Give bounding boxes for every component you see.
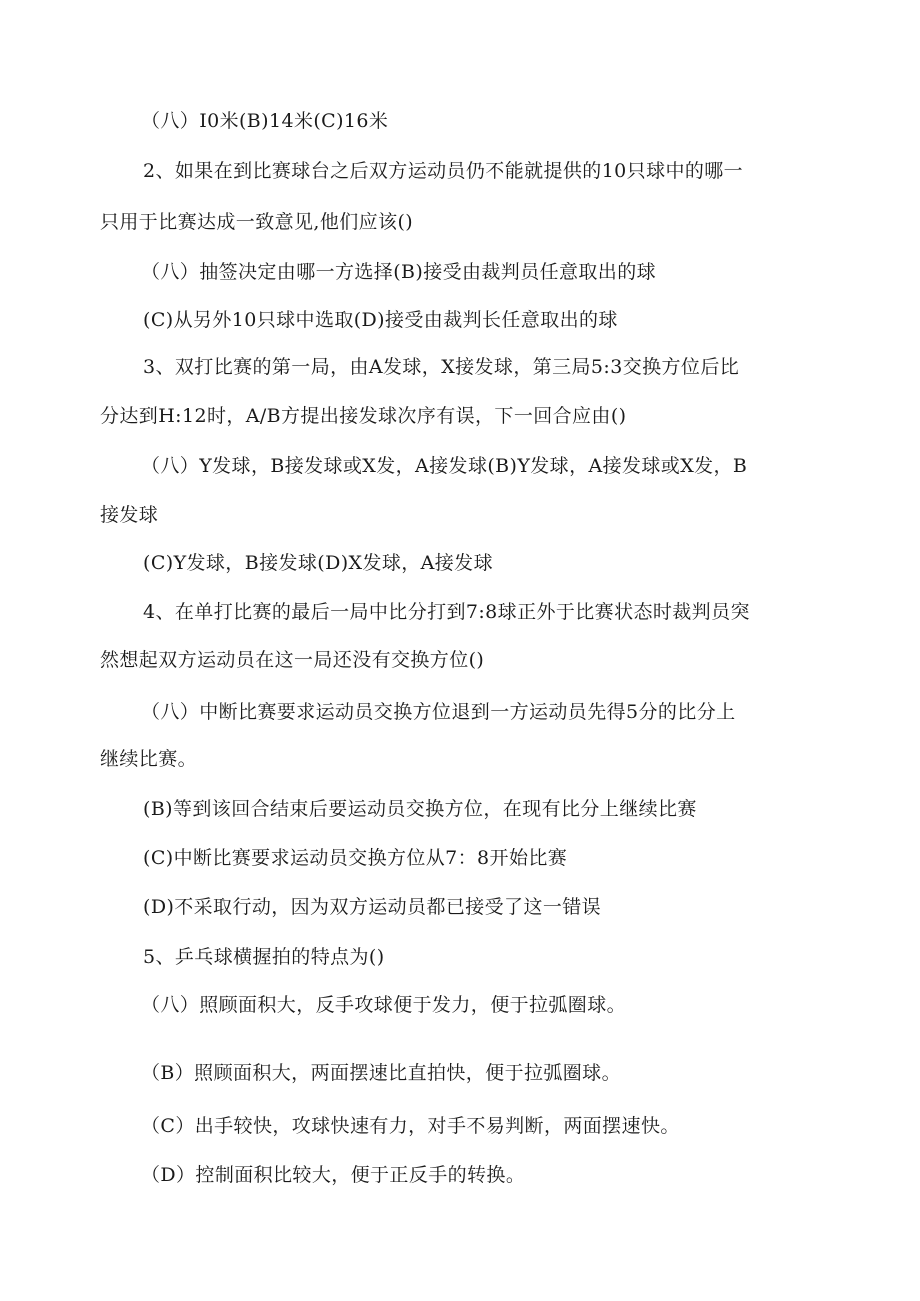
- q4-option-a-cont: 继续比赛。: [100, 748, 198, 770]
- q3-stem-line-1: 3、双打比赛的第一局，由A发球，X接发球，第三局5:3交换方位后比: [143, 356, 740, 378]
- q2-options-a-b: （八）抽签决定由哪一方选择(B)接受由裁判员任意取出的球: [141, 261, 656, 283]
- q5-option-a: （八）照顾面积大，反手攻球便于发力，便于拉弧圈球。: [141, 994, 627, 1016]
- q2-stem-line-1: 2、如果在到比赛球台之后双方运动员仍不能就提供的10只球中的哪一: [143, 160, 744, 182]
- q2-options-c-d: (C)从另外10只球中选取(D)接受由裁判长任意取出的球: [143, 309, 618, 331]
- q5-stem: 5、乒乓球横握拍的特点为(): [143, 946, 385, 968]
- q1-options: （八）I0米(B)14米(C)16米: [141, 110, 389, 132]
- q4-option-c: (C)中断比赛要求运动员交换方位从7：8开始比赛: [143, 847, 568, 869]
- q3-options-a-b: （八）Y发球，B接发球或X发，A接发球(B)Y发球，A接发球或X发，B: [141, 455, 748, 477]
- q5-option-c: （C）出手较快，攻球快速有力，对手不易判断，两面摆速快。: [141, 1115, 680, 1137]
- q4-stem-line-1: 4、在单打比赛的最后一局中比分打到7:8球正外于比赛状态时裁判员突: [143, 601, 750, 623]
- q3-options-c-d: (C)Y发球，B接发球(D)X发球，A接发球: [143, 552, 493, 574]
- q2-stem-line-2: 只用于比赛达成一致意见,他们应该(): [100, 211, 414, 233]
- q4-stem-line-2: 然想起双方运动员在这一局还没有交换方位(): [100, 649, 485, 671]
- q3-stem-line-2: 分达到H:12时，A/B方提出接发球次序有误，下一回合应由(): [100, 405, 627, 427]
- q5-option-d: （D）控制面积比较大，便于正反手的转换。: [141, 1164, 526, 1186]
- q5-option-b: （B）照顾面积大，两面摆速比直拍快，便于拉弧圈球。: [141, 1062, 621, 1084]
- q3-options-a-b-cont: 接发球: [100, 504, 159, 526]
- q4-option-b: (B)等到该回合结束后要运动员交换方位，在现有比分上继续比赛: [143, 798, 697, 820]
- q4-option-d: (D)不采取行动，因为双方运动员都已接受了这一错误: [143, 896, 602, 918]
- q4-option-a: （八）中断比赛要求运动员交换方位退到一方运动员先得5分的比分上: [141, 701, 736, 723]
